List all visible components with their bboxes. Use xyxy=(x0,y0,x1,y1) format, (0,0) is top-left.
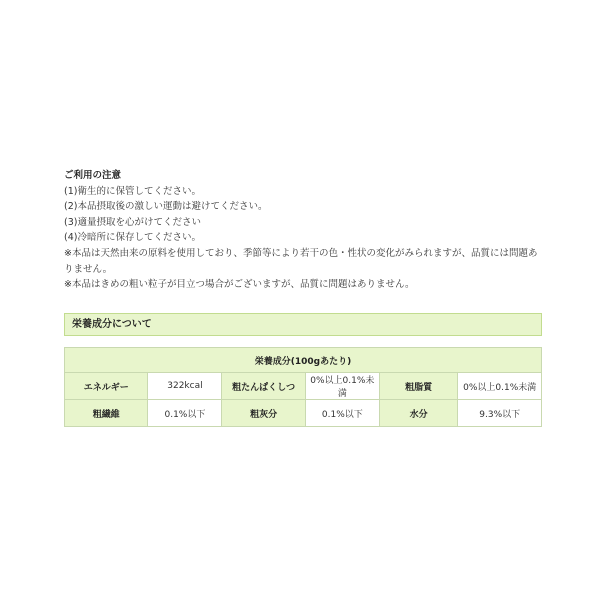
table-row xyxy=(65,373,542,400)
note-line: (3)適量摂取を心がけてください xyxy=(64,216,201,228)
usage-notes-title: ご利用の注意 xyxy=(64,170,122,181)
nutrient-value: 0.1%以下 xyxy=(148,400,222,427)
nutrient-value: 0.1%以下 xyxy=(305,400,379,427)
note-line: (1)衛生的に保管してください。 xyxy=(64,185,201,197)
note-line: (2)本品摂取後の激しい運動は避けてください。 xyxy=(64,201,268,213)
nutrition-table xyxy=(64,347,542,427)
nutrient-label: 粗灰分 xyxy=(222,400,305,427)
nutrient-value: 322kcal xyxy=(148,373,222,400)
nutrient-label: 粗繊維 xyxy=(65,400,148,427)
nutrition-section-header: 栄養成分について xyxy=(64,313,542,336)
nutrient-label: 粗脂質 xyxy=(379,373,458,400)
nutrition-caption-row xyxy=(65,348,542,373)
note-line: (4)冷暗所に保存してください。 xyxy=(64,232,201,244)
table-row xyxy=(65,400,542,427)
nutrient-label: エネルギー xyxy=(65,373,148,400)
note-line: ※本品はきめの粗い粒子が目立つ場合がございますが、品質に問題はありません。 xyxy=(64,279,415,291)
nutrient-value: 0%以上0.1%未満 xyxy=(458,373,542,400)
nutrient-label: 水分 xyxy=(379,400,458,427)
nutrient-value: 9.3%以下 xyxy=(458,400,542,427)
usage-notes xyxy=(64,168,544,293)
note-line: ※本品は天然由来の原料を使用しており、季節等により若干の色・性状の変化がみられますが、品質には問題ありません。 xyxy=(64,247,538,275)
nutrient-value: 0%以上0.1%未満 xyxy=(305,373,379,400)
nutrition-table-caption: 栄養成分(100gあたり) xyxy=(65,348,542,373)
nutrient-label: 粗たんぱくしつ xyxy=(222,373,305,400)
